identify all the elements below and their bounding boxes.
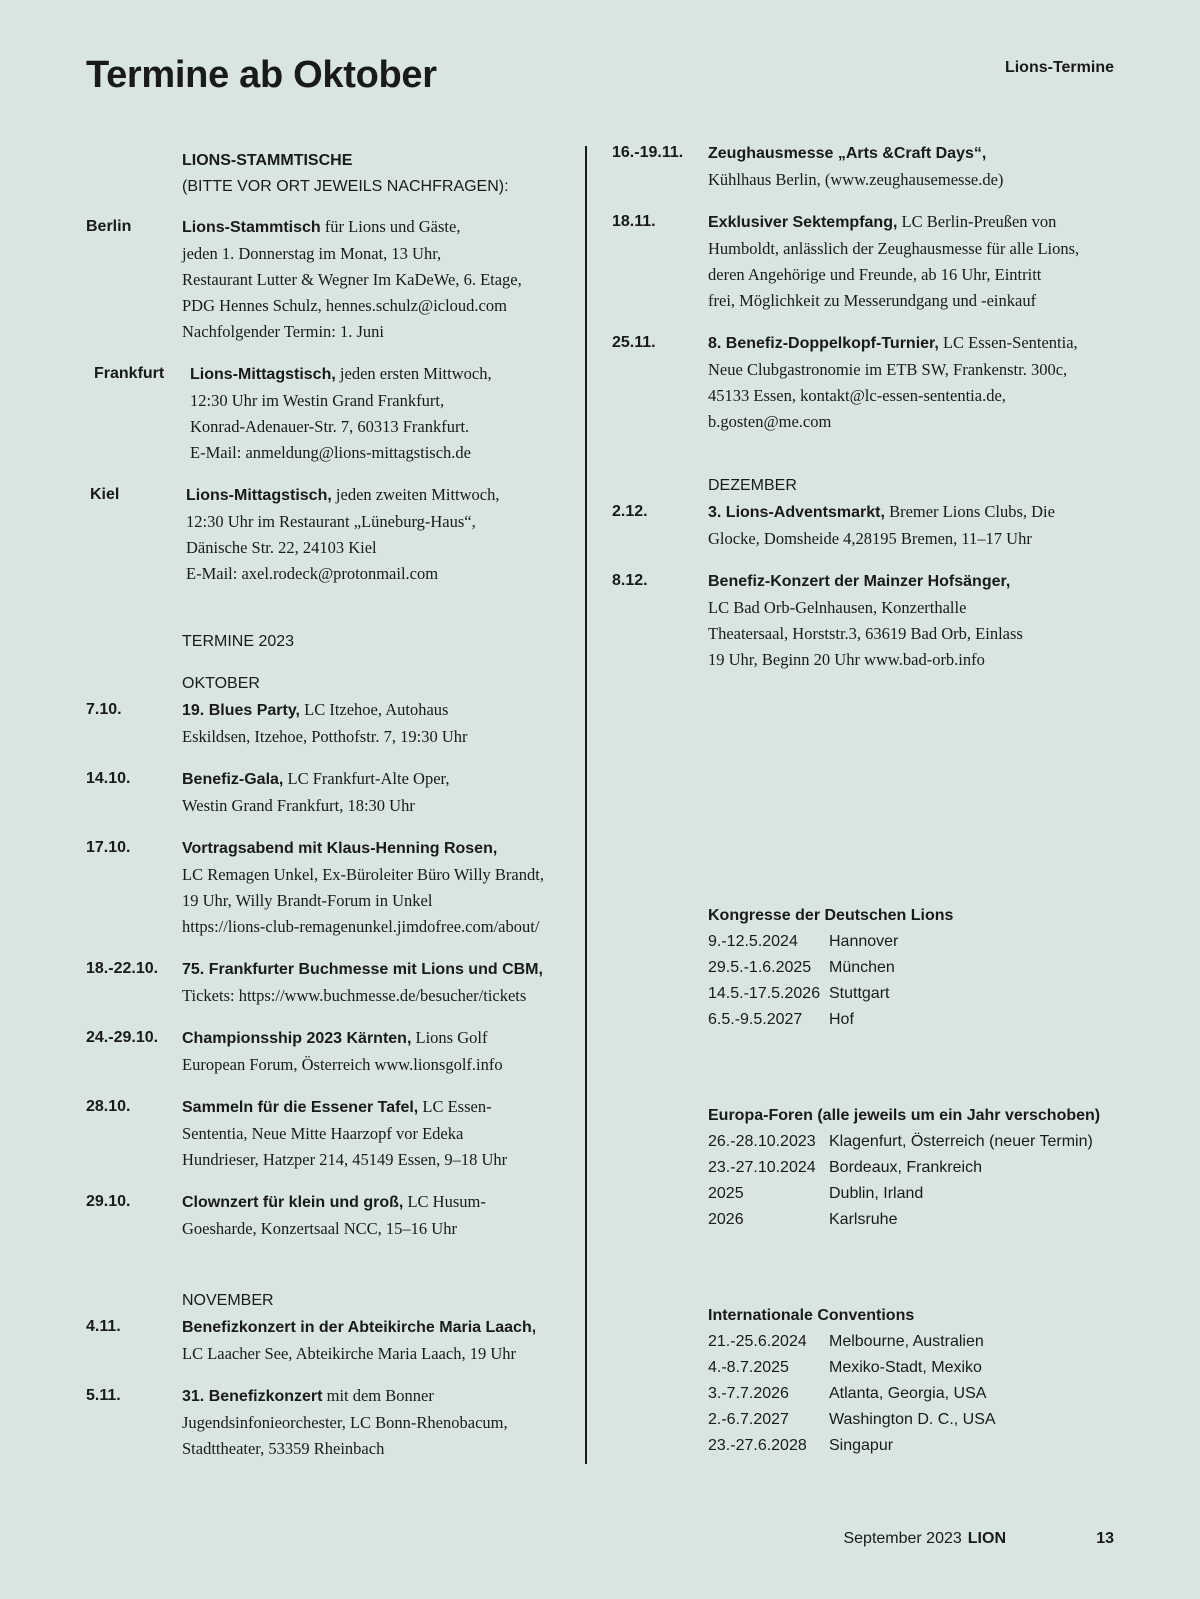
footer-issue: September 2023 LION [843, 1530, 1006, 1547]
list-item: 21.-25.6.2024 Melbourne, Australien [708, 1333, 984, 1350]
stammtisch-entry: Berlin Lions-Stammtisch für Lions und Gäste, jeden 1. Donnerstag im Monat, 13 Uhr, Restaurant Lutter & Wegner Im KaDeWe, 6. Etage, PDG Hennes Schulz, hennes.schulz@icloud.com Nachfolgender Termin: 1. Juni [86, 214, 586, 345]
list-item: 14.5.-17.5.2026 Stuttgart [708, 985, 890, 1002]
event-entry: 8.12. Benefiz-Konzert der Mainzer Hofsänger, LC Bad Orb-Gelnhausen, Konzerthalle Theatersaal, Horststr.3, 63619 Bad Orb, Einlass 19 Uhr, Beginn 20 Uhr www.bad-orb.info [612, 572, 1023, 669]
event-entry: 14.10. Benefiz-Gala, LC Frankfurt-Alte Oper, Westin Grand Frankfurt, 18:30 Uhr [86, 769, 450, 815]
event-entry: 18.-22.10. 75. Frankfurter Buchmesse mit Lions und CBM, Tickets: https://www.buchmesse.de/besucher/tickets [86, 960, 543, 1005]
list-item: 29.5.-1.6.2025 München [708, 959, 895, 976]
event-entry: 29.10. Clownzert für klein und groß, LC Husum- Goesharde, Konzertsaal NCC, 15–16 Uhr [86, 1192, 486, 1238]
event-entry: 5.11. 31. Benefizkonzert mit dem Bonner Jugendsinfonieorchester, LC Bonn-Rhenobacum, Stadttheater, 53359 Rheinbach [86, 1386, 508, 1458]
list-item: 23.-27.6.2028 Singapur [708, 1437, 894, 1454]
kongresse-list: Kongresse der Deutschen Lions 9.-12.5.2024 Hannover 29.5.-1.6.2025 München 14.5.-17.5.2026 Stuttgart 6.5.-9.5.2027 Hof [708, 903, 1132, 1033]
event-entry: 28.10. Sammeln für die Essener Tafel, LC Essen- Sententia, Neue Mitte Haarzopf vor Edeka Hundrieser, Hatzper 214, 45149 Essen, 9–18 Uhr [86, 1097, 508, 1169]
entry-label: Kiel [90, 486, 120, 503]
stammtische-heading: LIONS-STAMMTISCHE [182, 152, 353, 169]
event-entry: 16.-19.11. Zeughausmesse „Arts &Craft Days“, Kühlhaus Berlin, (www.zeughausemesse.de) [612, 144, 1004, 189]
event-entry: 25.11. 8. Benefiz-Doppelkopf-Turnier, LC Essen-Sententia, Neue Clubgastronomie im ETB SW, Frankenstr. 300c, 45133 Essen, kontakt@lc-essen-sententia.de, b.gosten@me.com [612, 333, 1078, 431]
section-label: Lions-Termine [1004, 59, 1114, 76]
event-entry: 4.11. Benefizkonzert in der Abteikirche Maria Laach, LC Laacher See, Abteikirche Maria Laach, 19 Uhr [86, 1318, 537, 1363]
event-entry: 18.11. Exklusiver Sektempfang, LC Berlin-Preußen von Humboldt, anlässlich der Zeughausmesse für alle Lions, deren Angehörige und Freunde, ab 16 Uhr, Eintritt frei, Möglichkeit zu Messerundgang und -einkauf [612, 212, 1080, 310]
stammtische-subheading: (BITTE VOR ORT JEWEILS NACHFRAGEN): [182, 178, 509, 195]
event-entry: 24.-29.10. Championsship 2023 Kärnten, Lions Golf European Forum, Österreich www.lionsgolf.info [86, 1028, 503, 1074]
stammtisch-entry: Frankfurt Lions-Mittagstisch, jeden ersten Mittwoch, 12:30 Uhr im Westin Grand Frankfurt, Konrad-Adenauer-Str. 7, 60313 Frankfurt. E-Mail: anmeldung@lions-mittagstisch.de [86, 361, 586, 466]
entry-label: Berlin [86, 218, 132, 235]
event-entry: 17.10. Vortragsabend mit Klaus-Henning Rosen, LC Remagen Unkel, Ex-Büroleiter Büro Willy Brandt, 19 Uhr, Willy Brandt-Forum in Unkel https://lions-club-remagenunkel.jimdofree.com/about/ [86, 839, 544, 936]
conventions-list: Internationale Conventions 21.-25.6.2024 Melbourne, Australien 4.-8.7.2025 Mexiko-Stadt, Mexiko 3.-7.7.2026 Atlanta, Georgia, USA 2.-6.7.2027 Washington D. C., USA 23.-27.6.2028 Singapur [708, 1303, 1132, 1459]
list-item: 6.5.-9.5.2027 Hof [708, 1011, 854, 1028]
brand-name: LION [967, 1530, 1006, 1547]
termine-heading: TERMINE 2023 [182, 633, 295, 650]
list-item: 9.-12.5.2024 Hannover [708, 933, 899, 950]
list-item: 2.-6.7.2027 Washington D. C., USA [708, 1411, 996, 1428]
left-column [86, 140, 586, 1478]
list-item: 3.-7.7.2026 Atlanta, Georgia, USA [708, 1385, 987, 1402]
europa-foren-list: Europa-Foren (alle jeweils um ein Jahr verschoben) 26.-28.10.2023 Klagenfurt, Österreich (neuer Termin) 23.-27.10.2024 Bordeaux, Frankreich 2025 Dublin, Irland 2026 Karlsruhe [708, 1103, 1132, 1233]
entry-label: Frankfurt [94, 365, 165, 382]
page-title: Termine ab Oktober [86, 54, 437, 96]
oktober-heading: OKTOBER [182, 675, 260, 692]
dezember-heading: DEZEMBER [708, 477, 797, 494]
list-item: 23.-27.10.2024 Bordeaux, Frankreich [708, 1159, 982, 1176]
list-item: 2025 Dublin, Irland [708, 1185, 924, 1202]
list-item: 26.-28.10.2023 Klagenfurt, Österreich (neuer Termin) [708, 1133, 1093, 1150]
list-item: 4.-8.7.2025 Mexiko-Stadt, Mexiko [708, 1359, 982, 1376]
event-entry: 2.12. 3. Lions-Adventsmarkt, Bremer Lions Clubs, Die Glocke, Domsheide 4,28195 Bremen, 11–17 Uhr [612, 502, 1055, 548]
november-heading: NOVEMBER [182, 1292, 274, 1309]
page-number: 13 [1096, 1530, 1114, 1547]
list-item: 2026 Karlsruhe [708, 1211, 898, 1228]
stammtisch-entry: Kiel Lions-Mittagstisch, jeden zweiten Mittwoch, 12:30 Uhr im Restaurant „Lüneburg-Haus“, Dänische Str. 22, 24103 Kiel E-Mail: axel.rodeck@protonmail.com [86, 482, 586, 587]
right-column [612, 140, 1132, 1459]
event-entry: 7.10. 19. Blues Party, LC Itzehoe, Autohaus Eskildsen, Itzehoe, Potthofstr. 7, 19:30 Uhr [86, 700, 468, 746]
